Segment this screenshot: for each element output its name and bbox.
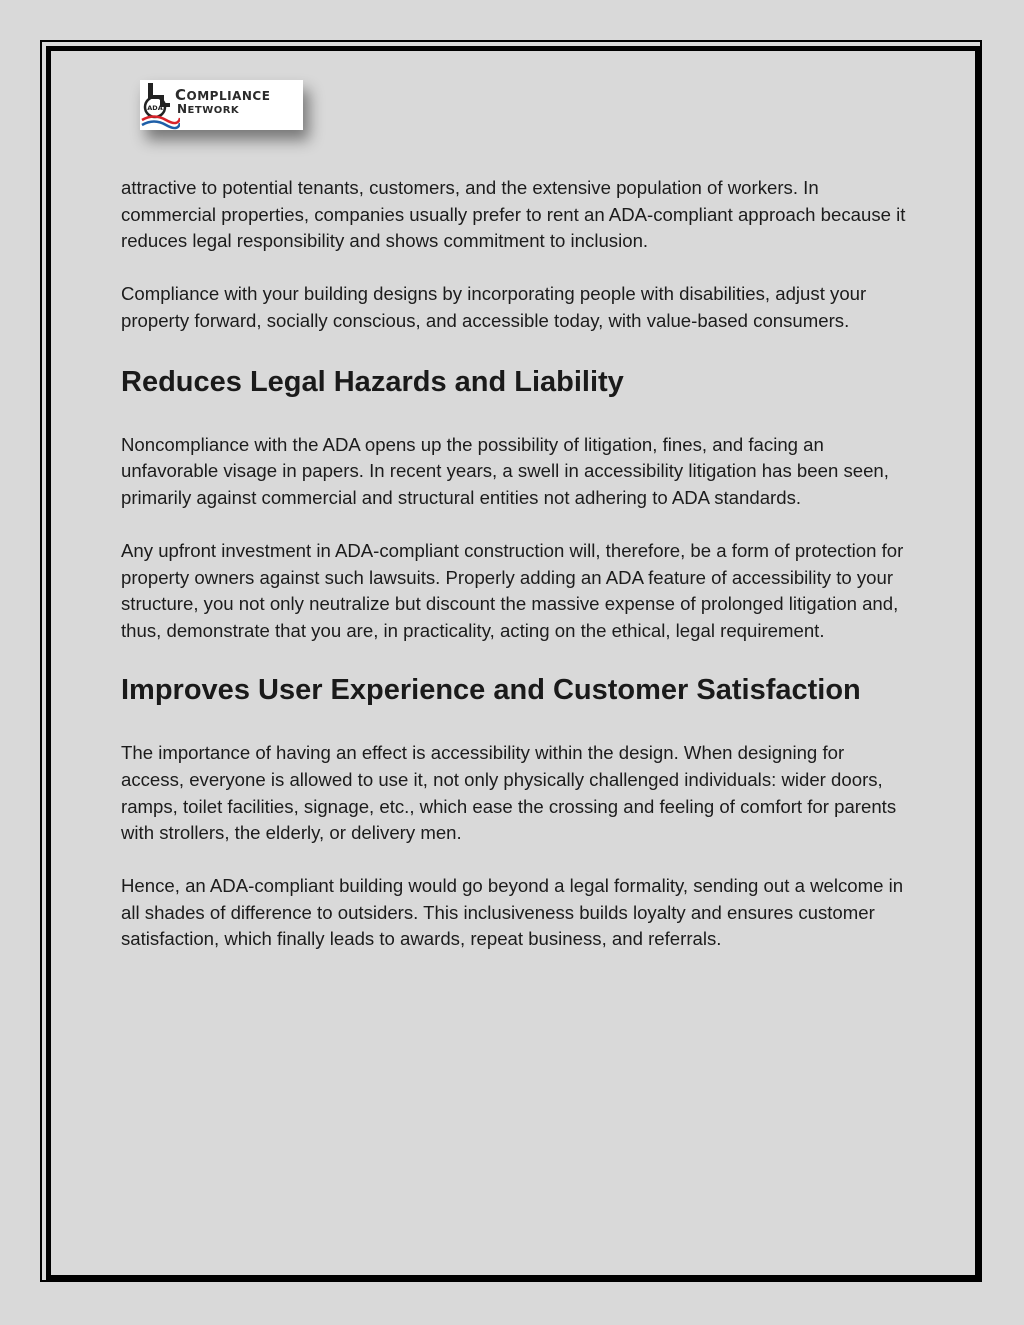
logo-network-rest: ETWORK (187, 105, 240, 116)
ada-badge-text: ADA (147, 104, 163, 112)
paragraph-upfront-investment: Any upfront investment in ADA-compliant construction will, therefore, be a form of protection for property owners against such lawsuits. Properly adding an ADA feature of accessibility to your structure, you not only neutralize but discount the massive expense of prolonged litigation and, thus, demonstrate that you are, in practicality, acting on the ethical, legal requirement. (121, 539, 904, 641)
logo-compliance-text: COMPLIANCE (175, 86, 271, 104)
heading-user-experience: Improves User Experience and Customer Satisfaction (121, 674, 861, 707)
compliance-network-logo (140, 80, 303, 130)
paragraph-tenants: attractive to potential tenants, customers, and the extensive population of workers. In commercial properties, companies usually prefer to rent an ADA-compliant approach because it reduces legal responsibility and shows commitment to inclusion. (121, 177, 906, 252)
document-body (121, 175, 911, 953)
paragraph-accessibility-importance: The importance of having an effect is accessibility within the design. When designing for access, everyone is allowed to use it, not only physically challenged individuals: wider doors, ramps, toilet facilities, signage, etc., which ease the crossing and feeling of comfort for parents with strollers, the elderly, or delivery men. (121, 742, 897, 844)
paragraph-inclusiveness: Hence, an ADA-compliant building would go beyond a legal formality, sending out a welcome in all shades of difference to outsiders. This inclusiveness builds loyalty and ensures customer satisfaction, which finally leads to awards, repeat business, and referrals. (121, 875, 904, 950)
logo-network-text: NETWORK (177, 102, 240, 116)
heading-legal-hazards: Reduces Legal Hazards and Liability (121, 365, 624, 398)
wheelchair-icon (140, 80, 180, 130)
logo-compliance-rest: OMPLIANCE (186, 89, 271, 103)
paragraph-noncompliance: Noncompliance with the ADA opens up the possibility of litigation, fines, and facing an unfavorable visage in papers. In recent years, a swell in accessibility litigation has been seen, primarily against commercial and structural entities not adhering to ADA standards. (121, 433, 889, 508)
paragraph-compliance-design: Compliance with your building designs by incorporating people with disabilities, adjust your property forward, socially conscious, and accessible today, with value-based consumers. (121, 283, 867, 331)
